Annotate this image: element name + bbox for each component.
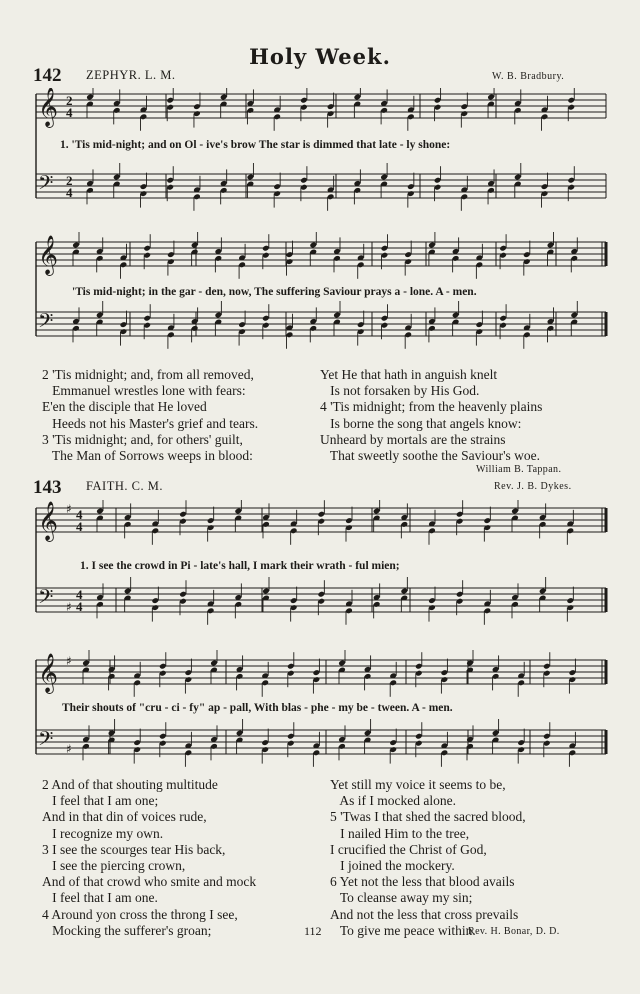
- time-signature-bottom: 4: [76, 599, 83, 614]
- verses-143-left: 2 And of that shouting multitude I feel that I am one; And in that din of voices rude, I recognize my own. 3 I see the scourges tear His back, I see the piercing crown, And of that crowd who smite and mock I feel that I am one. 4 Around yon cross the throng I see, Mocking the sufferer's groan;: [42, 777, 257, 938]
- tune-name-142: ZEPHYR. L. M.: [86, 68, 176, 82]
- lyric-line-142-2: 'Tis mid-night; in the gar - den, now, The suffering Saviour prays a - lone. A - men.: [72, 286, 477, 298]
- bass-clef-icon: 𝄢: [38, 585, 54, 613]
- time-signature-top: 4: [76, 507, 83, 522]
- lyric-line-143-2: Their shouts of "cru - ci - fy" ap - pall, With blas - phe - my be - tween. A - men.: [62, 702, 453, 714]
- section-title: Holy Week.: [249, 44, 391, 69]
- time-signature-bottom: 4: [66, 105, 73, 120]
- bass-clef-icon: 𝄢: [38, 309, 54, 337]
- music-system-142-1: [0, 88, 640, 223]
- sharp-icon: ♯: [66, 502, 72, 516]
- verses-142-right: Yet He that hath in anguish knelt Is not forsaken by His God. 4 'Tis midnight; from the heavenly plains Is borne the song that angels know: Unheard by mortals are the strains That sweetly soothe the Saviour's woe.: [320, 367, 543, 464]
- composer-143: Rev. J. B. Dykes.: [494, 481, 572, 492]
- treble-clef-icon: 𝄞: [38, 653, 59, 693]
- time-signature-bottom: 4: [76, 519, 83, 534]
- sharp-icon: ♯: [66, 600, 72, 614]
- lyric-line-143-1: 1. I see the crowd in Pi - late's hall, I mark their wrath - ful mien;: [80, 560, 400, 572]
- treble-clef-icon: 𝄞: [38, 501, 59, 541]
- bass-clef-icon: 𝄢: [38, 727, 54, 755]
- sharp-icon: ♯: [66, 654, 72, 668]
- treble-clef-icon: 𝄞: [38, 235, 59, 275]
- time-signature-top: 4: [76, 587, 83, 602]
- tune-name-143: FAITH. C. M.: [86, 479, 163, 493]
- author-142: William B. Tappan.: [476, 464, 562, 475]
- time-signature-bottom: 4: [66, 185, 73, 200]
- time-signature-top: 2: [66, 93, 73, 108]
- page-number: 112: [304, 924, 322, 938]
- sharp-icon: ♯: [66, 742, 72, 756]
- verses-142-left: 2 'Tis midnight; and, from all removed, Emmanuel wrestles lone with fears: E'en the disciple that He loved Heeds not his Master's grief and tears. 3 'Tis midnight; and, for others' guilt, The Man of Sorrows weeps in blood:: [42, 367, 259, 464]
- composer-142: W. B. Bradbury.: [492, 71, 565, 82]
- hymn-number-143: 143: [33, 477, 62, 498]
- time-signature-top: 2: [66, 173, 73, 188]
- treble-clef-icon: 𝄞: [38, 88, 59, 127]
- verses-143-right: Yet still my voice it seems to be, As if I mocked alone. 5 'Twas I that shed the sacred blood, I nailed Him to the tree, I crucified the Christ of God, I joined the mockery. 6 Yet not the less that blood avails To cleanse away my sin; And not the less that cross prevails To give me peace within.: [330, 777, 526, 938]
- author-143: Rev. H. Bonar, D. D.: [468, 926, 560, 937]
- bass-clef-icon: 𝄢: [38, 171, 54, 199]
- lyric-line-142-1: 1. 'Tis mid-night; and on Ol - ive's brow The star is dimmed that late - ly shone:: [60, 139, 451, 151]
- music-system-143-2: [0, 650, 640, 780]
- hymn-number-142: 142: [33, 65, 62, 86]
